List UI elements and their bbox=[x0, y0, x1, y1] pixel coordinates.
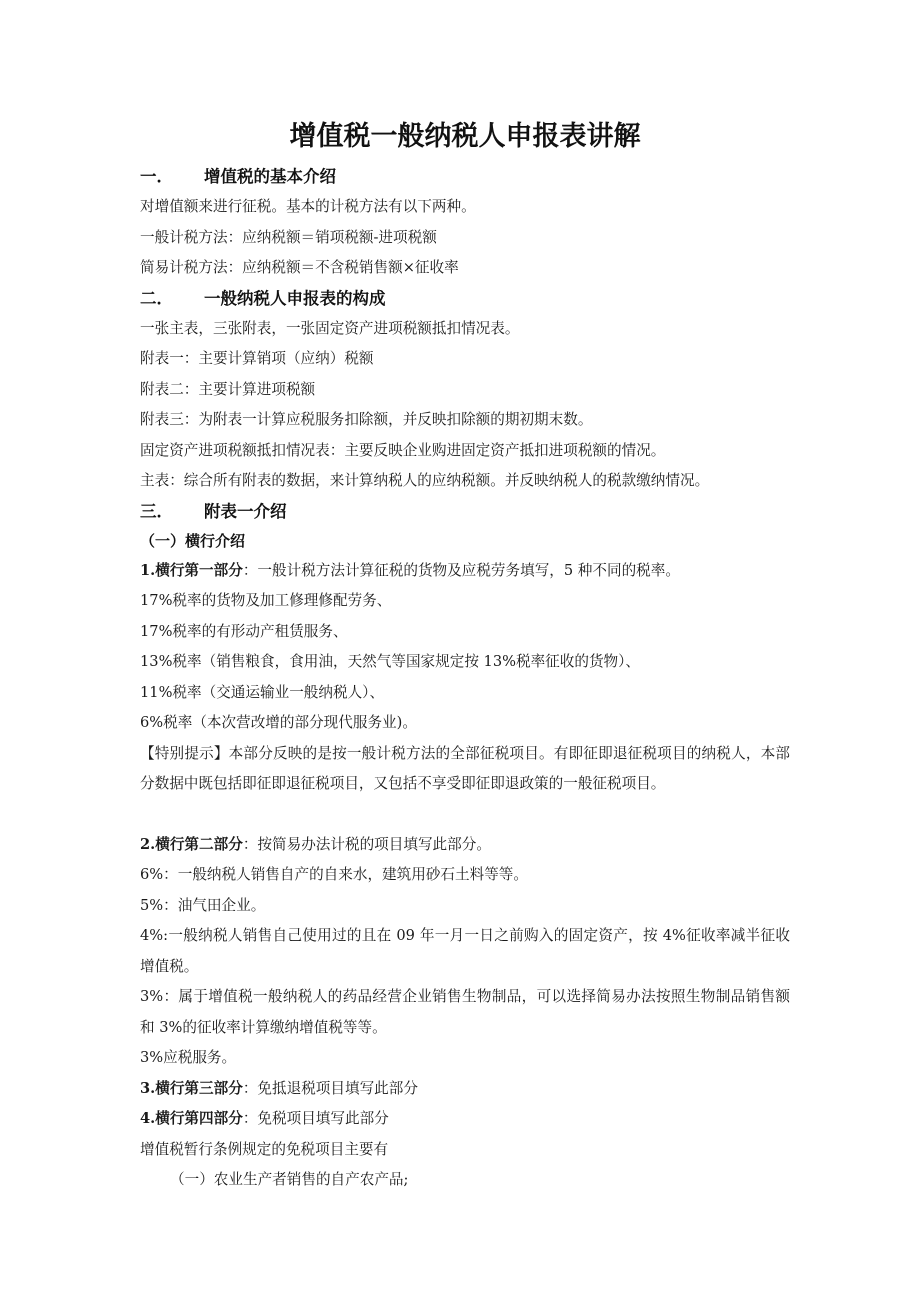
paragraph: 一般计税方法：应纳税额＝销项税额-进项税额 bbox=[140, 228, 437, 246]
paragraph: 固定资产进项税额抵扣情况表：主要反映企业购进固定资产抵扣进项税额的情况。 bbox=[140, 441, 666, 459]
section-title: 增值税的基本介绍 bbox=[204, 167, 336, 186]
list-item: 3%：属于增值税一般纳税人的药品经营企业销售生物制品，可以选择简易办法按照生物制品销售额和 3%的征收率计算缴纳增值税等等。 bbox=[140, 988, 790, 1036]
list-item: 6%：一般纳税人销售自产的自来水，建筑用砂石土料等等。 bbox=[140, 866, 528, 883]
part-text: ：一般计税方法计算征税的货物及应税劳务填写，5 种不同的税率。 bbox=[242, 561, 680, 579]
special-note: 【特别提示】本部分反映的是按一般计税方法的全部征税项目。有即征即退征税项目的纳税人，本部分数据中既包括即征即退征税项目，又包括不享受即征即退政策的一般征税项目。 bbox=[140, 744, 790, 792]
paragraph: 简易计税方法：应纳税额＝不含税销售额×征收率 bbox=[140, 259, 459, 276]
part-label: 4.横行第四部分 bbox=[140, 1110, 243, 1127]
list-item: 13%税率（销售粮食，食用油，天然气等国家规定按 13%税率征收的货物）、 bbox=[140, 653, 641, 670]
section-heading-2 bbox=[140, 284, 790, 314]
list-item: 6%税率（本次营改增的部分现代服务业)。 bbox=[140, 714, 417, 731]
list-item: 4%:一般纳税人销售自己使用过的且在 09 年一月一日之前购入的固定资产，按 4%征收率减半征收增值税。 bbox=[140, 927, 790, 975]
section-title: 附表一介绍 bbox=[204, 501, 287, 521]
list-item: 11%税率（交通运输业一般纳税人）、 bbox=[140, 683, 385, 701]
part-2-intro bbox=[140, 830, 790, 861]
list-item: （一）农业生产者销售的自产农产品; bbox=[170, 1171, 409, 1188]
list-item: 17%税率的有形动产租赁服务、 bbox=[140, 622, 348, 640]
paragraph: 附表三：为附表一计算应税服务扣除额，并反映扣除额的期初期末数。 bbox=[140, 411, 593, 428]
section-number: 三． bbox=[140, 501, 173, 521]
blank-line bbox=[140, 800, 790, 830]
paragraph: 对增值额来进行征税。基本的计税方法有以下两种。 bbox=[140, 198, 476, 215]
part-4-intro bbox=[140, 1104, 790, 1135]
section-number: 二． bbox=[140, 288, 173, 308]
paragraph: 附表一：主要计算销项（应纳）税额 bbox=[140, 350, 374, 367]
part-text: ：免税项目填写此部分 bbox=[242, 1110, 389, 1127]
part-3-intro bbox=[140, 1074, 790, 1105]
part-label: 3.横行第三部分 bbox=[140, 1079, 243, 1097]
part-label: 1.横行第一部分 bbox=[140, 561, 243, 579]
subsection-heading: （一）横行介绍 bbox=[140, 531, 246, 550]
document-title: 增值税一般纳税人申报表讲解 bbox=[289, 121, 641, 152]
paragraph: 附表二：主要计算进项税额 bbox=[140, 380, 316, 398]
part-label: 2.横行第二部分 bbox=[140, 835, 243, 853]
list-item: 3%应税服务。 bbox=[140, 1049, 237, 1066]
document-page bbox=[140, 118, 790, 1196]
list-item: 5%：油气田企业。 bbox=[140, 896, 266, 914]
list-item: 增值税暂行条例规定的免税项目主要有 bbox=[140, 1140, 389, 1158]
part-1-intro bbox=[140, 556, 790, 587]
section-title: 一般纳税人申报表的构成 bbox=[204, 288, 386, 308]
paragraph: 主表：综合所有附表的数据，来计算纳税人的应纳税额。并反映纳税人的税款缴纳情况。 bbox=[140, 472, 710, 489]
section-number: 一． bbox=[140, 167, 173, 186]
part-text: ：按简易办法计税的项目填写此部分。 bbox=[242, 835, 491, 853]
part-text: ：免抵退税项目填写此部分 bbox=[242, 1079, 418, 1097]
section-heading-3 bbox=[140, 497, 790, 527]
section-heading-1 bbox=[140, 162, 790, 192]
list-item: 17%税率的货物及加工修理修配劳务、 bbox=[140, 592, 392, 609]
paragraph: 一张主表，三张附表，一张固定资产进项税额抵扣情况表。 bbox=[140, 319, 520, 337]
